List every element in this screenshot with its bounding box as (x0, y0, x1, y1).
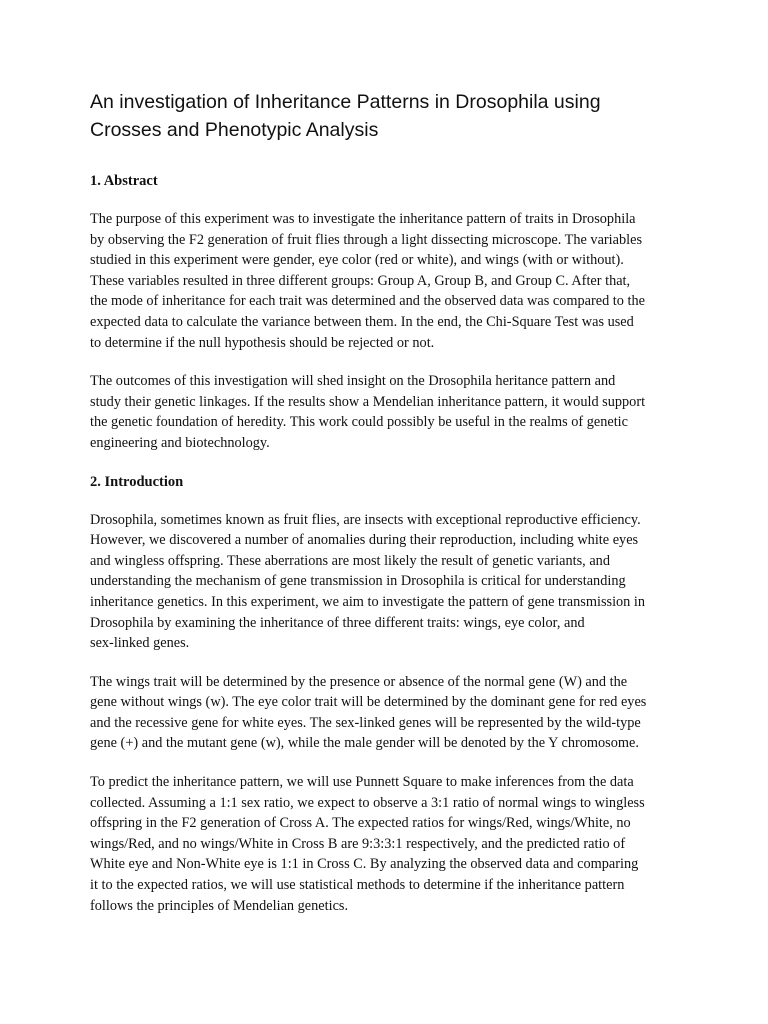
text-line: studied in this experiment were gender, eye color (red or white), and wings (with or without). (90, 252, 624, 269)
text-line: collected. Assuming a 1:1 sex ratio, we expect to observe a 3:1 ratio of normal wings to wingless (90, 794, 645, 811)
text-line: to determine if the null hypothesis should be rejected or not. (90, 334, 435, 351)
document-page (90, 88, 690, 934)
title-line: An investigation of Inheritance Patterns in Drosophila using (90, 91, 601, 113)
paragraph (90, 371, 690, 453)
text-line: The wings trait will be determined by the presence or absence of the normal gene (W) and the (90, 673, 628, 690)
section-heading: 1. Abstract (90, 173, 158, 189)
text-line: by observing the F2 generation of fruit flies through a light dissecting microscope. The variables (90, 231, 643, 248)
section-heading: 2. Introduction (90, 473, 184, 490)
paragraph (90, 772, 690, 916)
text-line: the genetic foundation of heredity. This work could possibly be useful in the realms of genetic (90, 414, 628, 431)
text-line: expected data to calculate the variance between them. In the end, the Chi-Square Test was used (90, 313, 634, 330)
text-line: To predict the inheritance pattern, we will use Punnett Square to make inferences from the data (90, 774, 634, 791)
text-line: The outcomes of this investigation will shed insight on the Drosophila heritance pattern and (90, 373, 616, 390)
title-line: Crosses and Phenotypic Analysis (90, 119, 379, 141)
paragraph (90, 209, 690, 353)
text-line: understanding the mechanism of gene transmission in Drosophila is critical for understanding (90, 573, 626, 590)
section-abstract (90, 171, 690, 454)
paragraph (90, 672, 690, 754)
text-line: Drosophila by examining the inheritance of three different traits: wings, eye color, and (90, 614, 585, 631)
text-line: White eye and Non-White eye is 1:1 in Cross C. By analyzing the observed data and comparing (90, 856, 639, 873)
text-line: Drosophila, sometimes known as fruit flies, are insects with exceptional reproductive efficiency. (90, 511, 641, 528)
paragraph (90, 510, 690, 654)
text-line: and wingless offspring. These aberrations are most likely the result of genetic variants, and (90, 552, 610, 569)
text-line: These variables resulted in three different groups: Group A, Group B, and Group C. After that, (90, 272, 631, 289)
text-line: engineering and biotechnology. (90, 434, 270, 451)
text-line: gene (+) and the mutant gene (w), while the male gender will be denoted by the Y chromosome. (90, 735, 639, 752)
text-line: follows the principles of Mendelian genetics. (90, 897, 349, 914)
text-line: gene without wings (w). The eye color trait will be determined by the dominant gene for red eyes (90, 694, 647, 711)
text-line: inheritance genetics. In this experiment, we aim to investigate the pattern of gene transmission in (90, 593, 646, 610)
text-line: study their genetic linkages. If the results show a Mendelian inheritance pattern, it would support (90, 393, 646, 410)
text-line: However, we discovered a number of anomalies during their reproduction, including white eyes (90, 532, 639, 549)
document-title (90, 88, 690, 144)
text-line: The purpose of this experiment was to investigate the inheritance pattern of traits in Drosophila (90, 211, 636, 227)
text-line: and the recessive gene for white eyes. The sex-linked genes will be represented by the wild-type (90, 714, 641, 731)
text-line: offspring in the F2 generation of Cross A. The expected ratios for wings/Red, wings/White, no (90, 815, 631, 832)
text-line: it to the expected ratios, we will use statistical methods to determine if the inheritance pattern (90, 877, 625, 894)
text-line: wings/Red, and no wings/White in Cross B are 9:3:3:1 respectively, and the predicted ratio of (90, 835, 626, 852)
text-line: the mode of inheritance for each trait was determined and the observed data was compared to the (90, 293, 645, 310)
section-introduction (90, 472, 690, 917)
text-line: sex-linked genes. (90, 635, 190, 652)
